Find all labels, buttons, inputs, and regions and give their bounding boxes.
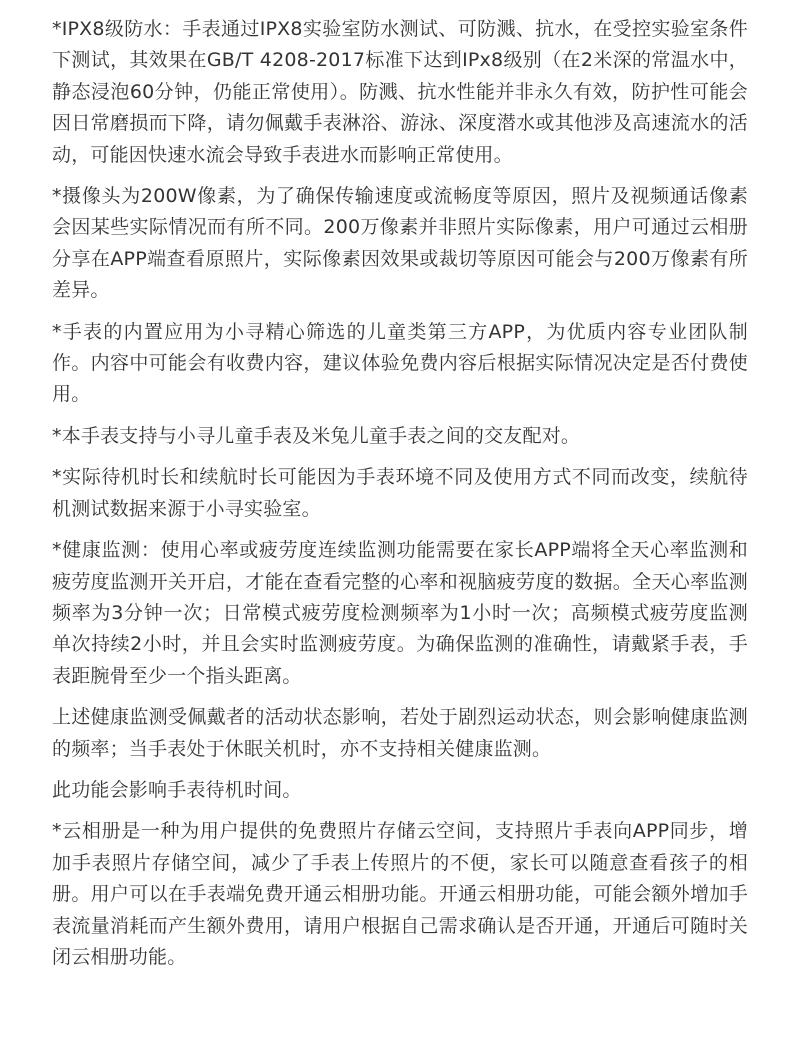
note-builtin-apps: *手表的内置应用为小寻精心筛选的儿童类第三方APP，为优质内容专业团队制作。内容中可能会有收费内容，建议体验免费内容后根据实际情况决定是否付费使用。 [52,320,748,406]
note-health-activity: 上述健康监测受佩戴者的活动状态影响，若处于剧烈运动状态，则会影响健康监测的频率；当手表处于休眠关机时，亦不支持相关健康监测。 [52,706,748,760]
note-waterproof: *IPX8级防水：手表通过IPX8实验室防水测试、可防溅、抗水，在受控实验室条件下测试，其效果在GB/T 4208-2017标准下达到IPx8级别（在2米深的常温水中，静态浸泡60分钟，仍能正常使用）。防溅、抗水性能并非永久有效，防护性可能会因日常磨损而下降，请勿佩戴手表淋浴、游泳、深度潜水或其他涉及高速流水的活动，可能因快速水流会导致手表进水而影响正常使用。 [52,18,748,166]
note-camera: *摄像头为200W像素，为了确保传输速度或流畅度等原因，照片及视频通话像素会因某些实际情况而有所不同。200万像素并非照片实际像素，用户可通过云相册分享在APP端查看原照片，实际像素因效果或裁切等原因可能会与200万像素有所差异。 [52,185,748,302]
note-cloud-album: *云相册是一种为用户提供的免费照片存储云空间，支持照片手表向APP同步，增加手表照片存储空间，减少了手表上传照片的不便，家长可以随意查看孩子的相册。用户可以在手表端免费开通云相册功能。开通云相册功能，可能会额外增加手表流量消耗而产生额外费用，请用户根据自己需求确认是否开通，开通后可随时关闭云相册功能。 [52,820,748,968]
note-battery-life: *实际待机时长和续航时长可能因为手表环境不同及使用方式不同而改变，续航待机测试数据来源于小寻实验室。 [52,466,748,520]
note-friend-pairing: *本手表支持与小寻儿童手表及米兔儿童手表之间的交友配对。 [52,424,581,447]
note-health-monitoring: *健康监测：使用心率或疲劳度连续监测功能需要在家长APP端将全天心率监测和疲劳度监测开关开启，才能在查看完整的心率和视脑疲劳度的数据。全天心率监测频率为3分钟一次；日常模式疲劳度检测频率为1小时一次；高频模式疲劳度监测单次持续2小时，并且会实时监测疲劳度。为确保监测的准确性，请戴紧手表，手表距腕骨至少一个指头距离。 [52,539,748,687]
note-standby-impact: 此功能会影响手表待机时间。 [52,778,302,801]
